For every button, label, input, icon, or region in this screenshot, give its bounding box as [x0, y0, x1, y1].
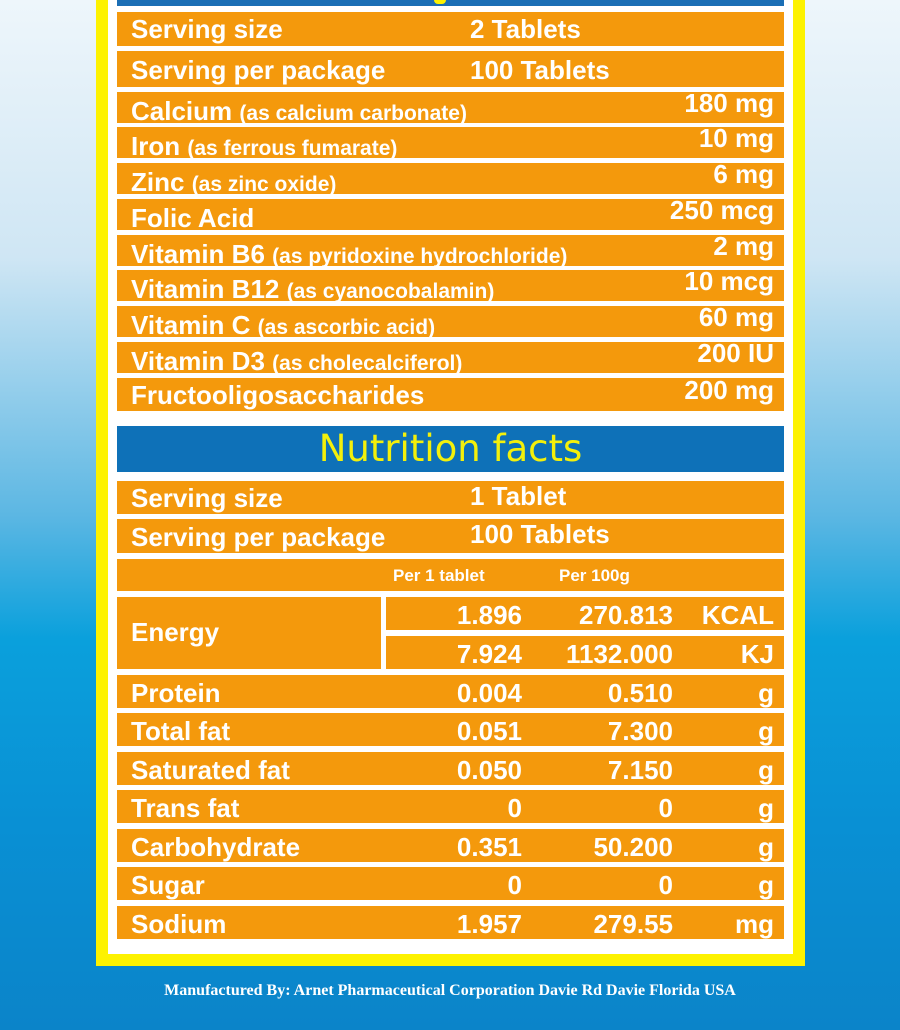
ingredient-amount: 250 mcg [669, 195, 774, 225]
ingredient-note: (as ferrous fumarate) [187, 137, 398, 160]
ingredient-amount: 180 mg [684, 88, 774, 118]
nutrient-per-tablet: 0 [507, 793, 522, 823]
ingredient-note: (as pyridoxine hydrochloride) [272, 245, 568, 268]
energy-label: Energy [131, 617, 220, 647]
nutrient-per-tablet: 0.050 [456, 755, 522, 785]
ingredient-note: (as ascorbic acid) [257, 316, 436, 339]
column-per-tablet: Per 1 tablet [393, 566, 485, 585]
ingredient-amount: 10 mg [698, 123, 774, 153]
nutrient-per-100g: 279.55 [593, 909, 673, 939]
serving-size-label: Serving size [131, 483, 283, 513]
serving-package-label: Serving per package [131, 522, 386, 552]
ingredient-name: Zinc [131, 167, 185, 197]
nutrient-unit: g [758, 678, 774, 708]
nutrient-row [117, 906, 784, 939]
nutrient-per-tablet: 0 [507, 870, 522, 900]
ingredient-row [117, 375, 784, 411]
ingredient-name: Calcium [131, 96, 233, 126]
nutrition-serving-package-row [117, 519, 784, 553]
nutrient-row [117, 713, 784, 746]
energy-kj-per-tablet: 7.924 [456, 639, 522, 669]
ingredient-row [117, 195, 784, 233]
nutrient-row [117, 867, 784, 900]
nutrient-per-tablet: 0.004 [456, 678, 522, 708]
nutrient-per-100g: 0.510 [607, 678, 673, 708]
ingredient-name: Folic Acid [131, 203, 255, 233]
nutrient-row [117, 752, 784, 785]
energy-kcal-per-tablet: 1.896 [456, 600, 522, 630]
nutrient-name: Carbohydrate [131, 832, 301, 862]
nutrient-unit: g [758, 870, 774, 900]
nutrient-name: Total fat [131, 716, 231, 746]
serving-package-label: Serving per package [131, 55, 386, 85]
ingredient-note: (as cyanocobalamin) [286, 280, 495, 303]
ingredient-note: (as zinc oxide) [191, 173, 337, 196]
ingredient-name: Vitamin B6 [131, 239, 265, 269]
serving-size-value: 1 Tablet [470, 481, 567, 511]
nutrient-row [117, 675, 784, 708]
supplement-header-bar [117, 0, 784, 6]
nutrient-per-tablet: 0.351 [456, 832, 522, 862]
nutrient-per-100g: 50.200 [593, 832, 673, 862]
ingredient-row [117, 266, 784, 304]
nutrient-per-100g: 0 [658, 870, 673, 900]
column-per-100g: Per 100g [559, 566, 630, 585]
column-header-row [117, 559, 784, 591]
serving-package-value: 100 Tablets [470, 519, 610, 549]
ingredient-name: Fructooligosaccharides [131, 380, 425, 410]
nutrient-name: Protein [131, 678, 221, 708]
nutrient-per-100g: 7.300 [607, 716, 673, 746]
nutrient-row [117, 829, 784, 862]
ingredient-row [117, 302, 784, 340]
energy-kj-per-100g: 1132.000 [565, 639, 673, 669]
nutrition-facts-title: Nutrition facts [117, 426, 784, 472]
nutrient-unit: g [758, 755, 774, 785]
ingredient-row [117, 123, 784, 161]
serving-package-value: 100 Tablets [470, 55, 610, 85]
nutrient-per-100g: 7.150 [607, 755, 673, 785]
supplement-serving-package-row [117, 51, 784, 87]
serving-size-value: 2 Tablets [470, 14, 581, 44]
nutrient-per-tablet: 1.957 [456, 909, 522, 939]
ingredient-row [117, 88, 784, 126]
nutrient-unit: g [758, 793, 774, 823]
ingredient-name: Iron [131, 131, 181, 161]
nutrient-per-100g: 0 [658, 793, 673, 823]
ingredient-amount: 200 IU [697, 338, 774, 368]
ingredient-amount: 200 mg [684, 375, 774, 405]
energy-kj-unit: KJ [740, 639, 774, 669]
nutrient-unit: g [758, 716, 774, 746]
ingredient-name: Vitamin B12 [131, 274, 280, 304]
ingredient-amount: 60 mg [698, 302, 774, 332]
ingredient-name: Vitamin C [131, 310, 251, 340]
energy-kcal-unit: KCAL [701, 600, 774, 630]
ingredient-row [117, 338, 784, 376]
nutrient-name: Sodium [131, 909, 227, 939]
nutrient-name: Saturated fat [131, 755, 290, 785]
nutrient-name: Sugar [131, 870, 205, 900]
ingredient-note: (as cholecalciferol) [272, 352, 463, 375]
ingredient-name: Vitamin D3 [131, 346, 265, 376]
nutrient-name: Trans fat [131, 793, 240, 823]
ingredient-row [117, 159, 784, 197]
ingredient-amount: 6 mg [713, 159, 774, 189]
ingredient-note: (as calcium carbonate) [239, 102, 467, 125]
nutrient-unit: mg [735, 909, 774, 939]
energy-label-cell [117, 597, 381, 669]
nutrition-serving-size-row [117, 481, 784, 514]
serving-size-label: Serving size [131, 14, 283, 44]
ingredient-amount: 2 mg [713, 231, 774, 261]
supplement-serving-size-row [117, 12, 784, 46]
energy-kj-row [386, 636, 784, 669]
manufacturer-footer: Manufactured By: Arnet Pharmaceutical Corporation Davie Rd Davie Florida USA [164, 982, 736, 999]
nutrient-row [117, 790, 784, 823]
nutrient-unit: g [758, 832, 774, 862]
energy-kcal-row [386, 597, 784, 630]
energy-kcal-per-100g: 270.813 [579, 600, 673, 630]
ingredient-amount: 10 mcg [684, 266, 774, 296]
nutrient-per-tablet: 0.051 [456, 716, 522, 746]
